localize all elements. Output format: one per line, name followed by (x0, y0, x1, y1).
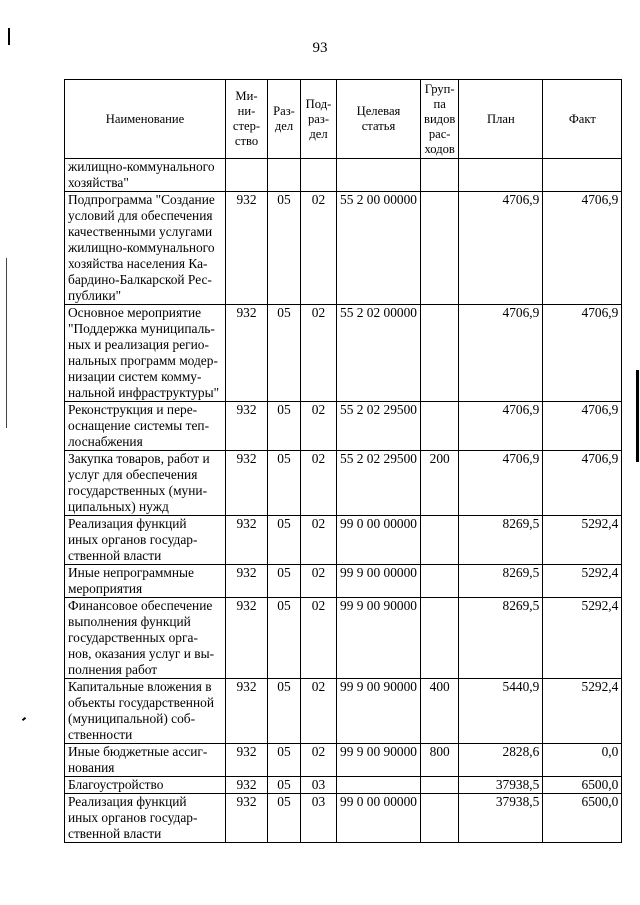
cell-name: Иные непрограммные мероприятия (65, 565, 226, 598)
cell-ministry: 932 (226, 192, 268, 305)
cell-fact: 6500,0 (543, 777, 622, 794)
cell-fact: 4706,9 (543, 451, 622, 516)
cell-fact: 5292,4 (543, 516, 622, 565)
cell-name: жилищно-коммунального хозяйства" (65, 159, 226, 192)
cell-ministry (226, 159, 268, 192)
table-row (65, 794, 622, 843)
cell-name: Финансовое обеспечение выполнения функций государственных орга- нов, оказания услуг и вы- полнения работ (65, 598, 226, 679)
cell-target-article (337, 159, 421, 192)
cell-ministry: 932 (226, 794, 268, 843)
budget-table (64, 79, 622, 843)
table-row (65, 744, 622, 777)
cell-razdel: 05 (268, 777, 301, 794)
col-header-razdel: Раз- дел (268, 80, 301, 159)
table-row (65, 516, 622, 565)
cell-podrazdel: 03 (301, 777, 337, 794)
cell-razdel: 05 (268, 565, 301, 598)
col-header-fact: Факт (543, 80, 622, 159)
cell-target-article (337, 777, 421, 794)
cell-razdel: 05 (268, 794, 301, 843)
cell-fact: 4706,9 (543, 192, 622, 305)
cell-plan: 4706,9 (459, 402, 543, 451)
cell-target-article: 99 0 00 00000 (337, 516, 421, 565)
cell-target-article: 99 9 00 90000 (337, 679, 421, 744)
cell-plan: 4706,9 (459, 451, 543, 516)
margin-mark-left-middle (6, 258, 7, 428)
cell-ministry: 932 (226, 777, 268, 794)
cell-razdel (268, 159, 301, 192)
col-header-target-article: Целевая статья (337, 80, 421, 159)
cell-target-article: 99 9 00 90000 (337, 598, 421, 679)
cell-name: Закупка товаров, работ и услуг для обеспечения государственных (муни- ципальных) нужд (65, 451, 226, 516)
cell-fact: 4706,9 (543, 402, 622, 451)
table-row (65, 402, 622, 451)
cell-ministry: 932 (226, 402, 268, 451)
cell-podrazdel: 02 (301, 565, 337, 598)
col-header-podrazdel: Под- раз- дел (301, 80, 337, 159)
cell-razdel: 05 (268, 402, 301, 451)
cell-plan: 37938,5 (459, 777, 543, 794)
cell-razdel: 05 (268, 305, 301, 402)
cell-plan: 8269,5 (459, 565, 543, 598)
cell-podrazdel: 02 (301, 516, 337, 565)
table-row (65, 679, 622, 744)
cell-razdel: 05 (268, 451, 301, 516)
cell-podrazdel: 02 (301, 451, 337, 516)
cell-name: Благоустройство (65, 777, 226, 794)
cell-ministry: 932 (226, 516, 268, 565)
cell-name: Основное мероприятие "Поддержка муниципаль- ных и реализация регио- нальных программ модер- низации систем комму- нальной инфраструктуры" (65, 305, 226, 402)
cell-target-article: 55 2 00 00000 (337, 192, 421, 305)
cell-razdel: 05 (268, 516, 301, 565)
cell-podrazdel: 02 (301, 679, 337, 744)
cell-plan: 2828,6 (459, 744, 543, 777)
cell-expense-group (421, 402, 459, 451)
cell-name: Реализация функций иных органов государ- ственной власти (65, 516, 226, 565)
cell-name: Реконструкция и пере- оснащение системы теп- лоснабжения (65, 402, 226, 451)
cell-expense-group (421, 305, 459, 402)
cell-expense-group (421, 794, 459, 843)
page-number: 93 (312, 40, 328, 56)
col-header-expense-group: Груп- па видов рас- ходов (421, 80, 459, 159)
cell-ministry: 932 (226, 744, 268, 777)
table-row (65, 565, 622, 598)
cell-fact: 6500,0 (543, 794, 622, 843)
cell-target-article: 99 9 00 90000 (337, 744, 421, 777)
cell-plan: 8269,5 (459, 516, 543, 565)
table-row (65, 598, 622, 679)
cell-podrazdel: 02 (301, 744, 337, 777)
cell-name: Капитальные вложения в объекты государственной (муниципальной) соб- ственности (65, 679, 226, 744)
cell-target-article: 55 2 02 29500 (337, 451, 421, 516)
cell-fact: 5292,4 (543, 679, 622, 744)
table-row (65, 192, 622, 305)
cell-plan: 4706,9 (459, 305, 543, 402)
table-row (65, 451, 622, 516)
cell-ministry: 932 (226, 679, 268, 744)
cell-podrazdel: 03 (301, 794, 337, 843)
cell-fact: 5292,4 (543, 565, 622, 598)
cell-target-article: 99 0 00 00000 (337, 794, 421, 843)
cell-expense-group (421, 516, 459, 565)
cell-plan: 37938,5 (459, 794, 543, 843)
cell-name: Подпрограмма "Создание условий для обеспечения качественными услугами жилищно-коммунального хозяйства населения Ка- бардино-Балкарской Рес- публики" (65, 192, 226, 305)
cell-name: Реализация функций иных органов государ- ственной власти (65, 794, 226, 843)
table-row (65, 159, 622, 192)
cell-plan: 8269,5 (459, 598, 543, 679)
cell-ministry: 932 (226, 598, 268, 679)
cell-ministry: 932 (226, 305, 268, 402)
cell-plan (459, 159, 543, 192)
col-header-ministry: Ми- ни- стер- ство (226, 80, 268, 159)
cell-expense-group: 400 (421, 679, 459, 744)
cell-expense-group (421, 565, 459, 598)
cell-name: Иные бюджетные ассиг- нования (65, 744, 226, 777)
table-row (65, 305, 622, 402)
cell-razdel: 05 (268, 744, 301, 777)
col-header-name: Наименование (65, 80, 226, 159)
cell-plan: 5440,9 (459, 679, 543, 744)
cell-fact (543, 159, 622, 192)
scan-speck (22, 717, 26, 721)
cell-expense-group: 800 (421, 744, 459, 777)
cell-ministry: 932 (226, 451, 268, 516)
cell-razdel: 05 (268, 192, 301, 305)
cell-expense-group (421, 598, 459, 679)
table-body (65, 159, 622, 843)
margin-mark-left-top (8, 28, 10, 45)
cell-target-article: 55 2 02 00000 (337, 305, 421, 402)
cell-expense-group (421, 777, 459, 794)
cell-fact: 4706,9 (543, 305, 622, 402)
cell-expense-group (421, 192, 459, 305)
cell-podrazdel: 02 (301, 402, 337, 451)
cell-target-article: 99 9 00 00000 (337, 565, 421, 598)
cell-razdel: 05 (268, 598, 301, 679)
col-header-plan: План (459, 80, 543, 159)
cell-razdel: 05 (268, 679, 301, 744)
cell-ministry: 932 (226, 565, 268, 598)
cell-podrazdel: 02 (301, 305, 337, 402)
cell-expense-group: 200 (421, 451, 459, 516)
cell-plan: 4706,9 (459, 192, 543, 305)
table-header-row (65, 80, 622, 159)
cell-fact: 5292,4 (543, 598, 622, 679)
cell-fact: 0,0 (543, 744, 622, 777)
cell-podrazdel: 02 (301, 598, 337, 679)
margin-mark-right (636, 370, 639, 462)
cell-podrazdel: 02 (301, 192, 337, 305)
cell-podrazdel (301, 159, 337, 192)
table-row (65, 777, 622, 794)
cell-target-article: 55 2 02 29500 (337, 402, 421, 451)
cell-expense-group (421, 159, 459, 192)
